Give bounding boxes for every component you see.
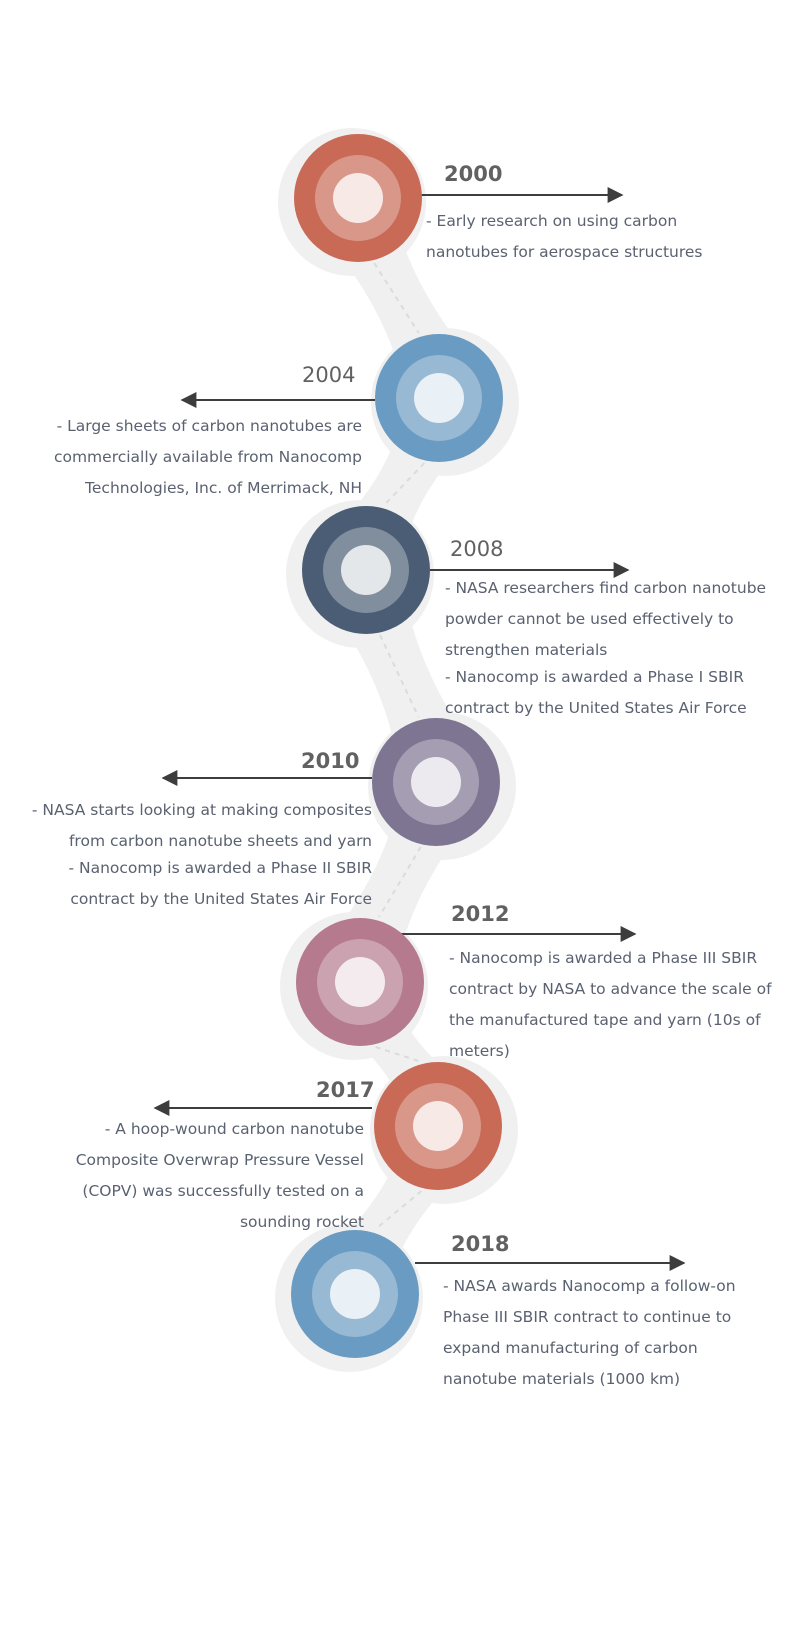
disc-center	[333, 173, 383, 223]
milestone-2012-item-1: - Nanocomp is awarded a Phase III SBIR contract by NASA to advance the scale of the manufactured tape and yarn (10s of meters)	[449, 949, 772, 1060]
milestone-disc-2017	[374, 1062, 502, 1190]
milestone-disc-2012	[296, 918, 424, 1046]
milestone-disc-2000	[294, 134, 422, 262]
disc-center	[414, 373, 464, 423]
milestone-2012-description	[449, 943, 789, 1067]
year-label-2000: 2000	[444, 162, 503, 186]
milestone-2017-item-1: - A hoop-wound carbon nanotube Composite Overwrap Pressure Vessel (COPV) was successfully tested on a sounding rocket	[75, 1120, 364, 1231]
milestone-2000-description	[426, 206, 726, 268]
milestone-2004-description	[40, 411, 362, 504]
year-label-2017: 2017	[316, 1078, 375, 1102]
milestone-2018-item-1: - NASA awards Nanocomp a follow-on Phase III SBIR contract to continue to expand manufacturing of carbon nanotube materials (1000 km)	[443, 1277, 736, 1388]
milestone-disc-2008	[302, 506, 430, 634]
milestone-disc-2010	[372, 718, 500, 846]
milestone-2004-item-1: - Large sheets of carbon nanotubes are commercially available from Nanocomp Technologies, Inc. of Merrimack, NH	[53, 417, 362, 497]
milestone-2008-item-2: - Nanocomp is awarded a Phase I SBIR contract by the United States Air Force	[445, 668, 747, 717]
year-label-2008: 2008	[450, 537, 504, 561]
milestone-disc-2004	[375, 334, 503, 462]
disc-center	[330, 1269, 380, 1319]
milestone-2018-description	[443, 1271, 768, 1395]
milestone-2010-description	[10, 795, 372, 915]
milestone-2010-item-2: - Nanocomp is awarded a Phase II SBIR contract by the United States Air Force	[68, 859, 372, 908]
milestone-2008-item-1: - NASA researchers find carbon nanotube powder cannot be used effectively to strengthen materials	[445, 579, 767, 659]
disc-center	[411, 757, 461, 807]
milestone-2000-item-1: - Early research on using carbon nanotubes for aerospace structures	[426, 212, 703, 261]
year-label-2004: 2004	[302, 363, 356, 387]
milestone-disc-2018	[291, 1230, 419, 1358]
year-label-2018: 2018	[451, 1232, 510, 1256]
disc-center	[413, 1101, 463, 1151]
milestone-2017-description	[50, 1114, 364, 1238]
year-label-2010: 2010	[301, 749, 360, 773]
year-label-2012: 2012	[451, 902, 510, 926]
milestone-2010-item-1: - NASA starts looking at making composites from carbon nanotube sheets and yarn	[31, 801, 372, 850]
disc-center	[335, 957, 385, 1007]
milestone-2008-description	[445, 573, 785, 724]
disc-center	[341, 545, 391, 595]
